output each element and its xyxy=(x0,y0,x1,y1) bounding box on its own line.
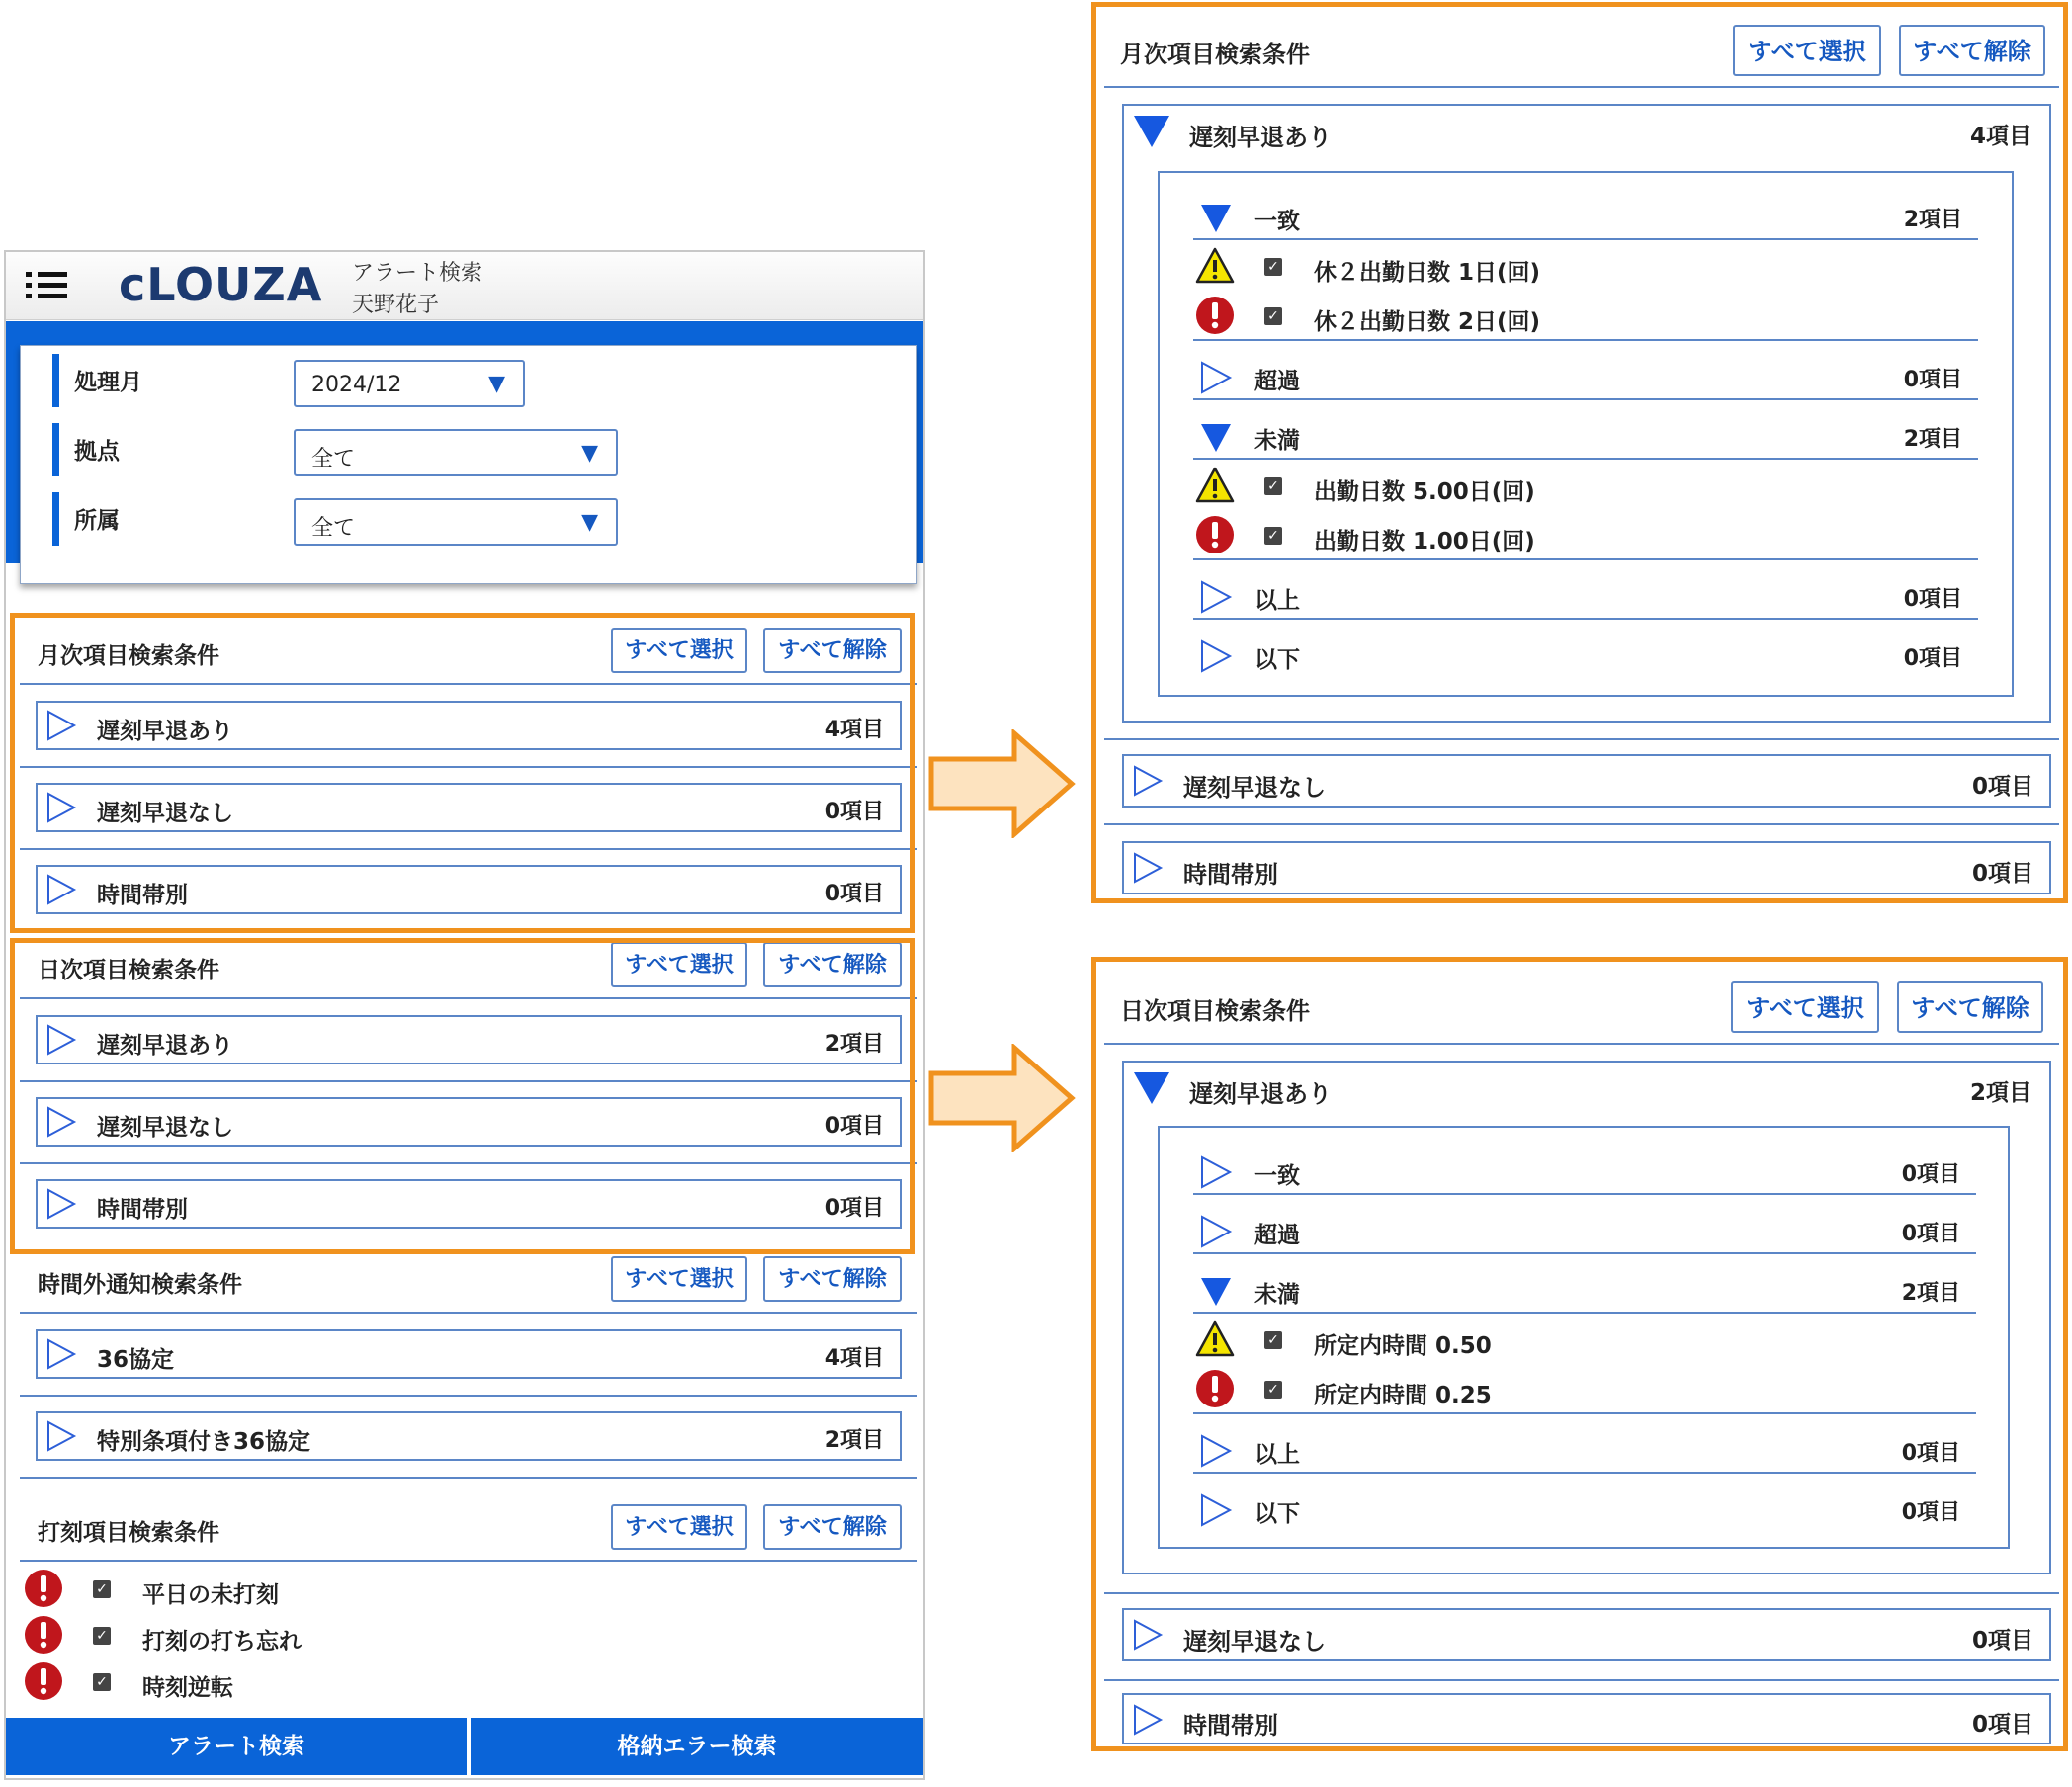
row-label: 時間帯別 xyxy=(97,1197,188,1223)
divider xyxy=(1104,1679,2059,1681)
subrow-label: 超過 xyxy=(1254,1223,1300,1248)
checkbox[interactable]: ✓ xyxy=(1264,307,1282,325)
site-select-value: 全て xyxy=(311,447,356,471)
highlight-daily xyxy=(10,938,915,1254)
section-title: 時間外通知検索条件 xyxy=(38,1272,242,1298)
expand-triangle-icon xyxy=(1132,1619,1164,1651)
checkbox[interactable]: ✓ xyxy=(1264,477,1282,495)
row-label: 時間帯別 xyxy=(97,883,188,908)
row-count: 0項目 xyxy=(824,882,884,906)
alert-item[interactable] xyxy=(1195,466,1966,511)
row-count: 0項目 xyxy=(1971,1712,2033,1738)
app-header xyxy=(6,252,923,320)
warning-icon xyxy=(1195,246,1235,286)
subrow-label: 未満 xyxy=(1254,1282,1300,1308)
filter-accent-bar xyxy=(52,492,59,546)
subrow-count: 0項目 xyxy=(1903,587,1962,612)
collapse-triangle-icon xyxy=(1199,201,1233,234)
subrow-count: 0項目 xyxy=(1901,1162,1960,1187)
row-label: 時間帯別 xyxy=(1183,861,1278,889)
subrow-label: 以下 xyxy=(1254,647,1300,673)
monthly-detail-panel xyxy=(1091,2,2068,903)
expand-triangle-icon xyxy=(45,1420,77,1452)
subrow-count: 2項目 xyxy=(1903,427,1962,452)
row-label: 遅刻早退なし xyxy=(1183,774,1326,802)
expand-triangle-icon xyxy=(1199,1493,1233,1527)
clear-all-button[interactable]: すべて解除 xyxy=(763,1504,902,1550)
row-count: 0項目 xyxy=(824,1114,884,1139)
subgroup-box xyxy=(1158,1126,2010,1549)
warning-icon xyxy=(1195,1319,1235,1359)
checkbox[interactable]: ✓ xyxy=(1264,1331,1282,1349)
row-count: 4項目 xyxy=(824,718,884,742)
divider xyxy=(1104,1043,2059,1045)
error-icon xyxy=(24,1569,63,1608)
row-count: 4項目 xyxy=(824,1346,884,1371)
row-label: 遅刻早退あり xyxy=(97,719,233,744)
subrow-label: 未満 xyxy=(1254,428,1300,454)
clear-all-button[interactable]: すべて解除 xyxy=(763,628,902,673)
row-count: 0項目 xyxy=(1971,1628,2033,1654)
checkbox[interactable]: ✓ xyxy=(1264,527,1282,545)
item-label: 平日の未打刻 xyxy=(142,1582,279,1608)
subrow-label: 以上 xyxy=(1254,1442,1300,1468)
expand-triangle-icon xyxy=(1132,1704,1164,1736)
section-title: 日次項目検索条件 xyxy=(38,958,219,983)
row-nolate[interactable] xyxy=(1122,754,2051,808)
item-label: 所定内時間 0.25 xyxy=(1314,1383,1492,1408)
row-timeband[interactable] xyxy=(1122,841,2051,894)
filter-label: 拠点 xyxy=(74,439,120,465)
expand-triangle-icon xyxy=(1132,852,1164,884)
checkbox[interactable]: ✓ xyxy=(93,1673,111,1691)
app-logo: cLOUZA xyxy=(119,258,323,311)
row-label: 時間帯別 xyxy=(1183,1712,1278,1740)
filter-accent-bar xyxy=(52,354,59,407)
error-icon xyxy=(24,1661,63,1701)
expand-triangle-icon xyxy=(1199,639,1233,673)
month-select[interactable] xyxy=(294,360,525,407)
collapse-triangle-icon[interactable] xyxy=(1132,1070,1171,1106)
panel-title: 日次項目検索条件 xyxy=(1120,997,1310,1025)
collapse-triangle-icon xyxy=(1199,1274,1233,1308)
group-label: 遅刻早退あり xyxy=(1189,124,1332,151)
row-count: 2項目 xyxy=(824,1428,884,1453)
month-select-value: 2024/12 xyxy=(311,373,402,397)
stamp-item[interactable] xyxy=(24,1661,894,1707)
filter-label: 所属 xyxy=(74,508,120,534)
subrow-label: 以下 xyxy=(1254,1501,1300,1527)
group-late-expanded xyxy=(1122,104,2051,723)
menu-icon[interactable] xyxy=(26,264,69,307)
row-label: 36協定 xyxy=(97,1347,175,1373)
divider xyxy=(1193,339,1978,341)
subrow-under[interactable] xyxy=(1193,410,1978,460)
alert-item[interactable] xyxy=(1195,296,1966,341)
row-count: 0項目 xyxy=(824,800,884,824)
checkbox[interactable]: ✓ xyxy=(1264,1381,1282,1399)
collapse-triangle-icon[interactable] xyxy=(1132,114,1171,149)
subrow-count: 2項目 xyxy=(1903,208,1962,232)
filter-card xyxy=(20,345,917,584)
item-label: 休２出勤日数 2日(回) xyxy=(1314,309,1541,335)
stamp-section-header xyxy=(20,1496,917,1562)
expand-triangle-icon xyxy=(1199,1215,1233,1248)
expand-triangle-icon xyxy=(1199,580,1233,614)
subrow-over[interactable] xyxy=(1193,1205,1976,1254)
divider xyxy=(1104,738,2059,740)
alert-search-button[interactable]: アラート検索 xyxy=(6,1718,467,1775)
subgroup-box xyxy=(1158,171,2014,697)
error-icon xyxy=(1195,296,1235,335)
item-label: 打刻の打ち忘れ xyxy=(142,1629,302,1655)
subrow-lte[interactable] xyxy=(1193,630,1978,679)
stamp-item[interactable] xyxy=(24,1569,894,1614)
collapse-triangle-icon xyxy=(1199,420,1233,454)
subrow-gte[interactable] xyxy=(1193,1424,1976,1474)
select-all-button[interactable]: すべて選択 xyxy=(611,628,747,673)
subrow-over[interactable] xyxy=(1193,351,1978,400)
clear-all-button[interactable]: すべて解除 xyxy=(1897,981,2043,1033)
warning-icon xyxy=(1195,466,1235,505)
expand-triangle-icon xyxy=(1132,765,1164,797)
group-late-expanded xyxy=(1122,1061,2051,1574)
subrow-match[interactable] xyxy=(1193,1146,1976,1195)
expand-triangle-icon xyxy=(1199,361,1233,394)
divider xyxy=(1104,86,2059,88)
dept-select[interactable] xyxy=(294,498,618,546)
checkbox[interactable]: ✓ xyxy=(93,1627,111,1645)
subrow-lte[interactable] xyxy=(1193,1484,1976,1533)
error-icon xyxy=(1195,515,1235,554)
error-icon xyxy=(24,1615,63,1655)
stamp-item[interactable] xyxy=(24,1615,894,1660)
error-icon xyxy=(1195,1369,1235,1408)
arrow-right-icon xyxy=(927,729,1076,838)
section-title: 月次項目検索条件 xyxy=(38,643,219,669)
group-label: 遅刻早退あり xyxy=(1189,1080,1332,1108)
divider xyxy=(20,1395,917,1397)
subrow-label: 一致 xyxy=(1254,209,1300,234)
overtime-section-header xyxy=(20,1248,917,1314)
row-count: 0項目 xyxy=(1971,774,2033,800)
select-all-button[interactable]: すべて選択 xyxy=(1733,25,1881,76)
row-label: 遅刻早退なし xyxy=(1183,1628,1326,1656)
subrow-count: 0項目 xyxy=(1903,646,1962,671)
subrow-label: 以上 xyxy=(1254,588,1300,614)
subrow-count: 0項目 xyxy=(1903,368,1962,392)
clear-all-button[interactable]: すべて解除 xyxy=(1899,25,2045,76)
alert-item[interactable] xyxy=(1195,1369,1966,1414)
divider xyxy=(1104,1592,2059,1594)
dept-select-value: 全て xyxy=(311,516,356,541)
row-label: 遅刻早退なし xyxy=(97,801,233,826)
panel-title: 月次項目検索条件 xyxy=(1120,41,1310,68)
site-select[interactable] xyxy=(294,429,618,476)
select-all-button[interactable]: すべて選択 xyxy=(611,942,747,987)
user-name: 天野花子 xyxy=(352,293,440,317)
highlight-monthly xyxy=(10,613,915,933)
subrow-label: 超過 xyxy=(1254,369,1300,394)
select-all-button[interactable]: すべて選択 xyxy=(611,1504,747,1550)
filter-accent-bar xyxy=(52,423,59,476)
page-title: アラート検索 xyxy=(352,261,483,286)
item-label: 時刻逆転 xyxy=(142,1675,233,1701)
divider xyxy=(1193,1412,1976,1414)
row-timeband[interactable] xyxy=(1122,1693,2051,1744)
chevron-down-icon: ▼ xyxy=(581,441,598,466)
divider xyxy=(1193,558,1978,560)
checkbox[interactable]: ✓ xyxy=(93,1580,111,1598)
expand-triangle-icon xyxy=(1199,1434,1233,1468)
item-label: 出勤日数 1.00日(回) xyxy=(1314,529,1535,554)
subrow-count: 0項目 xyxy=(1901,1222,1960,1246)
subrow-gte[interactable] xyxy=(1193,570,1978,620)
select-all-button[interactable]: すべて選択 xyxy=(1731,981,1879,1033)
row-count: 0項目 xyxy=(824,1196,884,1221)
expand-triangle-icon xyxy=(1199,1155,1233,1189)
alert-item[interactable] xyxy=(1195,1319,1966,1365)
subrow-match[interactable] xyxy=(1193,191,1978,240)
row-label: 遅刻早退なし xyxy=(97,1115,233,1141)
section-title: 打刻項目検索条件 xyxy=(38,1520,219,1546)
alert-item[interactable] xyxy=(1195,246,1966,292)
item-label: 所定内時間 0.50 xyxy=(1314,1333,1492,1359)
group-count: 4項目 xyxy=(1969,124,2031,149)
clear-all-button[interactable]: すべて解除 xyxy=(763,942,902,987)
select-all-button[interactable]: すべて選択 xyxy=(611,1256,747,1302)
alert-item[interactable] xyxy=(1195,515,1966,560)
chevron-down-icon: ▼ xyxy=(581,510,598,535)
row-count: 0項目 xyxy=(1971,861,2033,887)
item-label: 休２出勤日数 1日(回) xyxy=(1314,260,1541,286)
filter-label: 処理月 xyxy=(74,370,142,395)
group-count: 2項目 xyxy=(1969,1080,2031,1106)
arrow-right-icon xyxy=(927,1044,1076,1152)
clear-all-button[interactable]: すべて解除 xyxy=(763,1256,902,1302)
overtime-row-special36[interactable] xyxy=(36,1411,902,1461)
subrow-under[interactable] xyxy=(1193,1264,1976,1314)
subrow-count: 2項目 xyxy=(1901,1281,1960,1306)
checkbox[interactable]: ✓ xyxy=(1264,258,1282,276)
row-label: 遅刻早退あり xyxy=(97,1033,233,1059)
row-nolate[interactable] xyxy=(1122,1608,2051,1661)
subrow-count: 0項目 xyxy=(1901,1500,1960,1525)
divider xyxy=(1104,823,2059,825)
subrow-count: 0項目 xyxy=(1901,1441,1960,1466)
error-search-button[interactable]: 格納エラー検索 xyxy=(471,1718,923,1775)
item-label: 出勤日数 5.00日(回) xyxy=(1314,479,1535,505)
daily-detail-panel xyxy=(1091,957,2068,1751)
subrow-label: 一致 xyxy=(1254,1163,1300,1189)
overtime-row-36[interactable] xyxy=(36,1329,902,1379)
divider xyxy=(20,1477,917,1479)
row-label: 特別条項付き36協定 xyxy=(97,1429,311,1455)
chevron-down-icon: ▼ xyxy=(488,372,505,396)
row-count: 2項目 xyxy=(824,1032,884,1057)
expand-triangle-icon xyxy=(45,1338,77,1370)
